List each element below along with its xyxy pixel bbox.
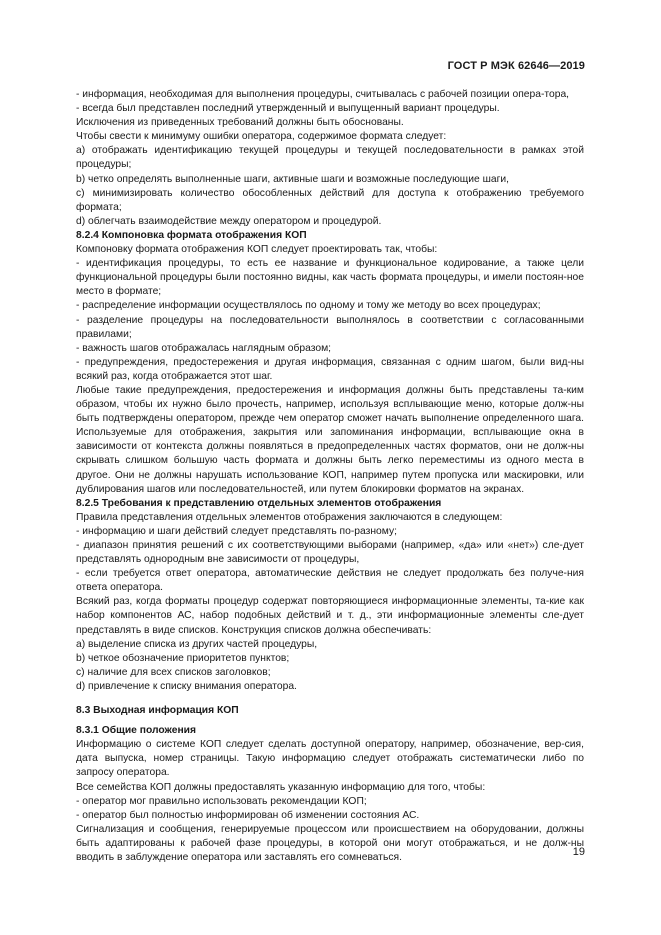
paragraph: Исключения из приведенных требований должны быть обоснованы.: [76, 117, 404, 129]
paragraph: Всякий раз, когда форматы процедур содержат повторяющиеся информационные элементы, та-кие как набор компонентов АС, набор подобных действий и т. д., эти информационные элементы сле-дует представлять в виде списков. Конструкция списков должна обеспечивать:: [76, 596, 584, 636]
page-number: 19: [572, 846, 585, 858]
standard-designation: ГОСТ Р МЭК 62646—2019: [447, 60, 585, 72]
list-item: - идентификация процедуры, то есть ее название и функциональное кодирование, а также цели функциональной процедуры были постоянно видны, как часть формата процедуры, и имели постоян-ное место в формате;: [76, 258, 584, 298]
list-item: - оператор мог правильно использовать рекомендации КОП;: [76, 795, 367, 807]
subsection-heading: 8.3.1 Общие положения: [76, 725, 196, 737]
list-item: - диапазон принятия решений с их соответствующими выборами (например, «да» или «нет») сле-дует представлять однородным вне зависимости от процедуры,: [76, 540, 584, 566]
list-item: - всегда был представлен последний утвержденный и выпущенный вариант процедуры.: [76, 103, 500, 115]
list-item: d) привлечение к списку внимания оператора.: [76, 680, 297, 692]
list-item: a) выделение списка из других частей процедуры,: [76, 638, 318, 650]
paragraph: Все семейства КОП должны предоставлять указанную информацию для того, чтобы:: [76, 781, 486, 793]
list-item: d) облегчать взаимодействие между оператором и процедурой.: [76, 215, 382, 227]
list-item: - информацию и шаги действий следует представлять по-разному;: [76, 525, 397, 537]
list-item: b) четкое обозначение приоритетов пунктов;: [76, 652, 290, 664]
section-heading: 8.2.4 Компоновка формата отображения КОП: [76, 229, 307, 241]
page-body: [76, 88, 584, 865]
list-item: - важность шагов отображалась наглядным образом;: [76, 342, 332, 354]
paragraph: Компоновку формата отображения КОП следует проектировать так, чтобы:: [76, 244, 438, 256]
paragraph: Сигнализация и сообщения, генерируемые процессом или происшествием на оборудовании, должны быть адаптированы к рабочей фазе процедуры, в которой они могут отображаться, и не долж-ны вводить в заблуждение оператора или заставлять его сомневаться.: [76, 823, 584, 863]
list-item: - информация, необходимая для выполнения процедуры, считывалась с рабочей позиции опера-тора,: [76, 89, 570, 100]
list-item: - если требуется ответ оператора, автоматические действия не следует продолжать без получе-ния ответа оператора.: [76, 568, 584, 594]
list-item: a) отображать идентификацию текущей процедуры и текущей последовательности в рамках этой процедуры;: [76, 145, 584, 171]
list-item: - оператор был полностью информирован об изменении состояния АС.: [76, 809, 420, 821]
paragraph: Правила представления отдельных элементов отображения заключаются в следующем:: [76, 511, 503, 523]
paragraph: Чтобы свести к минимуму ошибки оператора, содержимое формата следует:: [76, 131, 447, 143]
list-item: - разделение процедуры на последовательности выполнялось в соответствии с согласованными правилами;: [76, 314, 584, 340]
list-item: c) наличие для всех списков заголовков;: [76, 666, 271, 678]
list-item: b) четко определять выполненные шаги, активные шаги и возможные последующие шаги,: [76, 173, 509, 185]
paragraph: Любые такие предупреждения, предостережения и информация должны быть представлены та-ким образом, чтобы их нужно было прочесть, например, используя всплывающие меню, которые долж-ны быть подтверждены оператором, прежде чем оператор сможет начать выполнение определенного шага. Используемые для отображения, закрытия или запоминания информации, всплывающие окна в зависимости от контекста должны появляться в предопределенных частях форматов, они не долж-ны скрывать слишком большую часть формата и должны быть легко переместимы из одного места в другое. Они не должны нарушать использование КОП, например путем пропуска или маскировки, или дублирования шагов или последовательностей, или путем блокировки форматов на экранах.: [76, 384, 584, 495]
list-item: c) минимизировать количество обособленных действий для доступа к отображению требуемого формата;: [76, 187, 584, 213]
list-item: - распределение информации осуществлялось по одному и тому же методу во всех процедурах;: [76, 300, 541, 312]
paragraph: Информацию о системе КОП следует сделать доступной оператору, например, обозначение, вер-сия, дата выпуска, номер страницы. Такую информацию следует отображать систематически либо по запросу оператора.: [76, 739, 584, 779]
list-item: - предупреждения, предостережения и другая информация, связанная с одним шагом, были вид-ны всякий раз, когда отображается этот шаг.: [76, 356, 584, 382]
section-heading: 8.3 Выходная информация КОП: [76, 705, 239, 717]
section-heading: 8.2.5 Требования к представлению отдельных элементов отображения: [76, 497, 442, 509]
